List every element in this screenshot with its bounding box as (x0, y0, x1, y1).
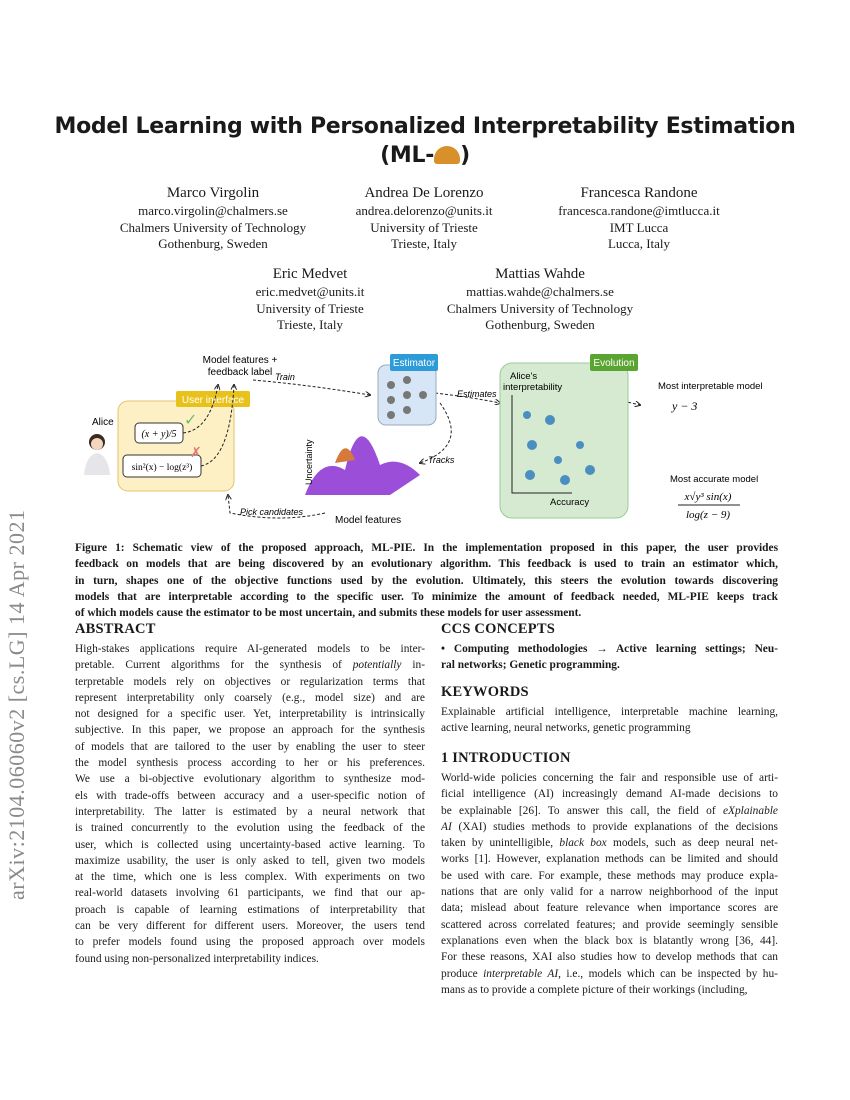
interpretability-axis-label: interpretability (503, 382, 563, 393)
text-line (75, 934, 425, 950)
introduction-body (441, 770, 778, 998)
text: We use a bi-objective evolutionary algorithm to synthesize mod- (75, 773, 425, 786)
text-line (75, 869, 425, 885)
text: at the time, which one is less complex. With experiments on two (75, 871, 425, 884)
author-affiliation: IMT Lucca (609, 219, 669, 235)
figure-caption (75, 540, 778, 621)
author-name: Mattias Wahde (495, 266, 585, 282)
text-line (75, 739, 425, 755)
estimator-label: Estimator (392, 358, 436, 369)
most-accurate-label: Most accurate model (670, 474, 759, 485)
text-line (75, 853, 425, 869)
abstract-body (75, 641, 425, 967)
most-interpretable-label: Most interpretable model (658, 381, 763, 392)
text-line (75, 657, 425, 673)
text: Explainable artificial intelligence, interpretable machine learning, (441, 706, 778, 718)
text: subjective. In this paper, we propose an approach for the synthesis (75, 724, 425, 737)
most-accurate-denominator: log(z − 9) (685, 509, 731, 521)
text-line (75, 641, 425, 657)
text: real-world datasets involving 61 participants, we find that our ap- (75, 887, 425, 900)
text: represent interpretability only coarsely (e.g., model size) and are (75, 691, 425, 704)
text: maximize usability, the user is only asked to tell, given two models (75, 854, 425, 867)
text: found using non-personalized interpretability indices. (75, 952, 319, 965)
emphasis: potentially (352, 659, 402, 672)
text: World-wide policies concerning the fair and responsible use of arti- (441, 772, 778, 784)
text: of which models cause the estimator to be most uncertain, and submits these models for user assessment. (75, 607, 582, 620)
author-location: Gothenburg, Sweden (158, 236, 268, 251)
author-block (93, 184, 333, 253)
text-line (75, 540, 778, 556)
text-line (441, 900, 778, 916)
text-line (441, 868, 778, 884)
text: models, such as deep neural net- (606, 837, 778, 850)
text: the model synthesis process according to her or his preferences. (75, 757, 425, 770)
text: terpretable models rely on objectives or regularization terms that (75, 675, 425, 688)
text-line (441, 966, 778, 982)
cross-icon: ✗ (190, 444, 202, 460)
estimates-label: Estimates (457, 389, 497, 399)
text: nations that are only valid for a narrow neighborhood of the input (441, 886, 778, 899)
ccs-heading: CCS CONCEPTS (441, 621, 555, 637)
author-email: eric.medvet@units.it (255, 284, 365, 299)
text-line (441, 982, 778, 998)
text-line (441, 884, 778, 900)
text: taken by unintelligible, (441, 837, 560, 850)
text: in turn, shapes one of the objective functions used by the evolution. Ultimately, this steers the evolution towards discovering (75, 574, 778, 587)
author-location: Trieste, Italy (277, 317, 343, 332)
paper-title: Model Learning with Personalized Interpretability Estimation (54, 114, 796, 139)
text: • Computing methodologies → Active learning settings; Neu- (441, 643, 778, 655)
text-line (75, 706, 425, 722)
author-name: Eric Medvet (272, 266, 348, 282)
ccs-body (441, 641, 778, 674)
author-name: Marco Virgolin (166, 185, 260, 201)
text-line (75, 605, 778, 621)
author-block (519, 184, 759, 253)
text: be used with care. For example, these methods may produce expla- (441, 869, 778, 882)
arxiv-identifier: arXiv:2104.06060v2 [cs.LG] 14 Apr 2021 (4, 509, 29, 900)
text: can be very different for different users. Moreover, the users tend (75, 920, 425, 933)
alice-avatar (84, 417, 114, 475)
feedback-label: feedback label (207, 367, 273, 378)
emphasis: interpretable AI (483, 967, 559, 980)
figure-1-diagram (80, 345, 780, 530)
text: be explainable [26]. To answer this call, the field of (441, 804, 723, 817)
accuracy-axis-label: Accuracy (550, 497, 590, 508)
text-line (75, 722, 425, 738)
author-email: andrea.delorenzo@units.it (355, 203, 493, 218)
train-label: Train (275, 372, 295, 382)
text: in- (401, 659, 425, 672)
text-line (441, 786, 778, 802)
text: active learning, neural networks, genetic programming (441, 722, 691, 735)
text-line (75, 589, 778, 605)
text: not designed for a specific user. Yet, interpretability is intrinsically (75, 708, 425, 721)
text: interpretability. The latter is estimated by a neural network that (75, 805, 425, 818)
keywords-body (441, 704, 778, 737)
text-line (75, 837, 425, 853)
text-line (441, 949, 778, 965)
author-block (304, 184, 544, 253)
author-location: Trieste, Italy (391, 236, 457, 251)
intro-heading: 1 INTRODUCTION (441, 750, 571, 766)
text-line (75, 902, 425, 918)
user-interface-label: User interface (181, 395, 245, 406)
author-email: marco.virgolin@chalmers.se (138, 203, 288, 218)
uncertainty-surface (305, 436, 420, 495)
text-line (75, 788, 425, 804)
emphasis: eXplainable (722, 804, 778, 817)
text: , i.e., models which can be inspected by hu- (558, 967, 778, 980)
expr-bad: sin²(x) − log(z³) (131, 463, 193, 473)
text: to prefer models found using the proposed approach over models (75, 936, 425, 949)
paper-title-line2 (0, 143, 850, 168)
title-text: (ML- (380, 143, 435, 168)
text: ral networks; Genetic programming. (441, 659, 620, 672)
author-location: Gothenburg, Sweden (485, 317, 595, 332)
author-email: francesca.randone@imtlucca.it (558, 203, 720, 218)
text-line (441, 819, 778, 835)
evolution-label: Evolution (593, 358, 635, 369)
text: works [1]. However, explanation methods can be limited and should (441, 853, 778, 866)
tracks-label: Tracks (428, 455, 455, 465)
most-accurate-numerator: x√y³ sin(x) (684, 491, 732, 503)
text: of models that are tailored to the user by enabling the user to steer (75, 740, 425, 753)
author-affiliation: Chalmers University of Technology (446, 300, 634, 316)
text: explanations even when the black box is blatantly wrong [36, 44]. (441, 934, 778, 947)
text-line (441, 917, 778, 933)
text-line (75, 771, 425, 787)
text: models that are interpretable according to the specific user. To minimize the amount of feedback needed, ML-PIE keeps track (75, 590, 778, 603)
text-line (75, 690, 425, 706)
text-line (441, 803, 778, 819)
emphasis: AI (441, 820, 452, 833)
text: pretable. Current algorithms for the synthesis of (75, 659, 353, 672)
text-line (441, 720, 778, 736)
text-line (75, 674, 425, 690)
text-line (75, 804, 425, 820)
keywords-heading: KEYWORDS (441, 684, 529, 700)
alices-label: Alice's (510, 371, 538, 382)
author-block (190, 265, 430, 334)
text: (XAI) studies methods to provide explanations of the decisions (451, 820, 778, 833)
author-affiliation: University of Trieste (256, 300, 364, 316)
text: High-stakes applications require AI-generated models to be inter- (75, 643, 425, 655)
text-line (441, 657, 778, 673)
text: proach is capable of learning estimations of interpretability that (75, 903, 425, 916)
text-line (441, 835, 778, 851)
text-line (75, 918, 425, 934)
uncertainty-axis-label: Uncertainty (304, 439, 314, 485)
text-line (441, 933, 778, 949)
author-email: mattias.wahde@chalmers.se (466, 284, 614, 299)
text: els with trade-offs between accuracy and a user-specific notion of (75, 789, 425, 802)
text-line (441, 641, 778, 657)
text: feedback on models that are being discovered by an evolutionary algorithm. This feedback is used to train an estimator which, (75, 558, 778, 571)
text-line (441, 704, 778, 720)
text-line (441, 851, 778, 867)
text-line (75, 885, 425, 901)
text-line (441, 770, 778, 786)
text: data; mislead about feature relevance when importance scores are (441, 902, 778, 915)
author-name: Francesca Randone (580, 185, 698, 201)
text-line (75, 573, 778, 589)
title-text: ) (460, 143, 470, 168)
alice-label: Alice (92, 417, 114, 428)
text-line (75, 755, 425, 771)
text-line (75, 951, 425, 967)
author-affiliation: University of Trieste (370, 219, 478, 235)
abstract-heading: ABSTRACT (75, 621, 156, 637)
text: produce (441, 967, 484, 980)
model-features-label: Model features + (202, 355, 278, 366)
author-location: Lucca, Italy (607, 236, 671, 251)
author-name: Andrea De Lorenzo (364, 185, 484, 201)
text: For these reasons, XAI also studies how to develop methods that can (441, 951, 778, 964)
emphasis: black box (559, 837, 607, 850)
text: ficial intelligence (AI) increasingly demand AI-made decisions to (441, 788, 778, 801)
text-line (75, 556, 778, 572)
text: user, which is collected using uncertainty-based active learning. To (75, 838, 425, 851)
author-block (420, 265, 660, 334)
model-features-axis-label: Model features (335, 515, 402, 526)
text-line (75, 820, 425, 836)
expr-good: (x + y)/5 (141, 429, 177, 440)
pick-candidates-label: Pick candidates (240, 507, 304, 517)
text: mans as to provide a complete picture of their workings (including, (441, 983, 748, 996)
text: is trained concurrently to the evolution using the feedback of the (75, 822, 425, 835)
pie-icon (434, 146, 460, 164)
text: scattered across correlated features; and provide seemingly sensible (441, 918, 778, 931)
most-interpretable-expr: y − 3 (672, 399, 698, 413)
checkmark-icon: ✓ (184, 412, 198, 429)
author-affiliation: Chalmers University of Technology (119, 219, 307, 235)
text: Figure 1: Schematic view of the proposed approach, ML-PIE. In the implementation proposed in this paper, the user provides (75, 542, 778, 554)
